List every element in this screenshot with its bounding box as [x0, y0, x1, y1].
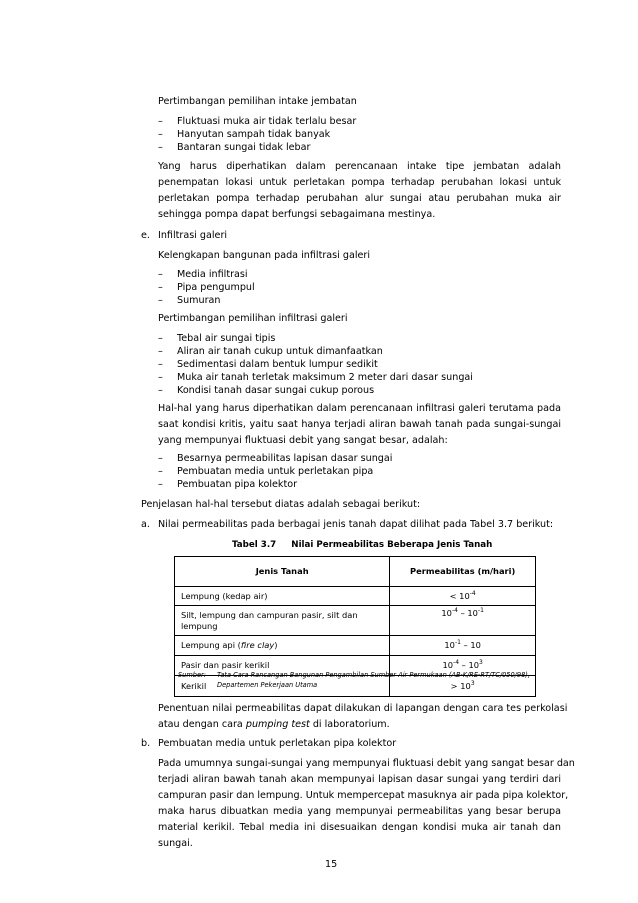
paragraph-line: perletakan pompa terhadap perubahan alur sungai atau perubahan muka air: [158, 193, 561, 204]
paragraph-line: atau dengan cara pumping test di laboratorium.: [158, 719, 390, 730]
item-a-text: Nilai permeabilitas pada berbagai jenis tanah dapat dilihat pada Tabel 3.7 berikut:: [158, 519, 554, 530]
table-row: [175, 606, 536, 636]
paragraph-line: yang mempunyai fluktuasi debit yang sangat besar, adalah:: [158, 435, 448, 446]
header-permeability: Permeabilitas (m/hari): [390, 557, 536, 587]
paragraph-line: terjadi aliran bawah tanah akan mempunyai lapisan dasar sungai yang terdiri dari: [158, 774, 561, 785]
list-marker: a.: [141, 519, 150, 530]
paragraph-line: Hal-hal yang harus diperhatikan dalam perencanaan infiltrasi galeri terutama pada: [158, 403, 561, 414]
source-line: Tata Cara Rancangan Bangunan Pengambilan Sumber Air Permukaan (AB-K/RE-RT/TC/050/98),: [217, 671, 530, 679]
paragraph-line: maka harus dibuatkan media yang mempunyai permeabilitas yang besar berupa: [158, 806, 561, 817]
page-number: 15: [325, 859, 338, 870]
table-row: [175, 587, 536, 606]
paragraph-line: Yang harus diperhatikan dalam perencanaan intake tipe jembatan adalah: [158, 161, 561, 172]
list-marker: e.: [141, 230, 150, 241]
permeability-cell: $10^{-4} - 10^{-1}$: [390, 606, 536, 636]
table-header-row: [175, 557, 536, 587]
soil-cell: Silt, lempung dan campuran pasir, silt dan lempung: [175, 606, 390, 636]
source-label: Sumber:: [178, 671, 206, 679]
paragraph-line: Penentuan nilai permeabilitas dapat dilakukan di lapangan dengan cara tes perkolasi: [158, 703, 568, 714]
source-line: Departemen Pekerjaan Utama: [217, 681, 318, 689]
section-title: Pembuatan media untuk perletakan pipa kolektor: [158, 738, 397, 749]
subheading: Kelengkapan bangunan pada infiltrasi galeri: [158, 250, 371, 261]
table-row: [175, 636, 536, 656]
paragraph-line: sehingga pompa dapat berfungsi sebagaimana mestinya.: [158, 209, 436, 220]
soil-cell: Kerikil: [175, 676, 390, 697]
permeability-cell: < $10^{-4}$: [390, 587, 536, 606]
list-marker: b.: [141, 738, 151, 749]
paragraph-line: campuran pasir dan lempung. Untuk mempercepat masuknya air pada pipa kolektor,: [158, 790, 569, 801]
subheading: Pertimbangan pemilihan infiltrasi galeri: [158, 313, 348, 324]
paragraph-line: sungai.: [158, 838, 193, 849]
paragraph-line: saat kondisi kritis, yaitu saat hanya terjadi aliran bawah tanah pada sungai-sungai: [158, 419, 561, 430]
permeability-cell: $10^{-4} - 10^3$: [390, 656, 536, 676]
permeability-cell: $10^{-1} - 10$: [390, 636, 536, 656]
soil-cell: Pasir dan pasir kerikil: [175, 656, 390, 676]
paragraph-line: material kerikil. Tebal media ini disesuaikan dengan kondisi muka air tanah dan: [158, 822, 561, 833]
explanation-intro: Penjelasan hal-hal tersebut diatas adalah sebagai berikut:: [141, 499, 421, 510]
paragraph-line: penempatan lokasi untuk perletakan pompa terhadap perubahan lokasi untuk: [158, 177, 561, 188]
section-title: Infiltrasi galeri: [158, 230, 228, 241]
paragraph-line: Pada umumnya sungai-sungai yang mempunyai fluktuasi debit yang sangat besar dan: [158, 758, 575, 769]
soil-cell: Lempung (kedap air): [175, 587, 390, 606]
soil-cell: Lempung api (fire clay): [175, 636, 390, 656]
table-caption: Tabel 3.7 Nilai Permeabilitas Beberapa Jenis Tanah: [232, 540, 493, 550]
intake-heading: Pertimbangan pemilihan intake jembatan: [158, 96, 357, 107]
permeability-cell: > $10^3$: [390, 676, 536, 697]
header-soil-type: Jenis Tanah: [175, 557, 390, 587]
